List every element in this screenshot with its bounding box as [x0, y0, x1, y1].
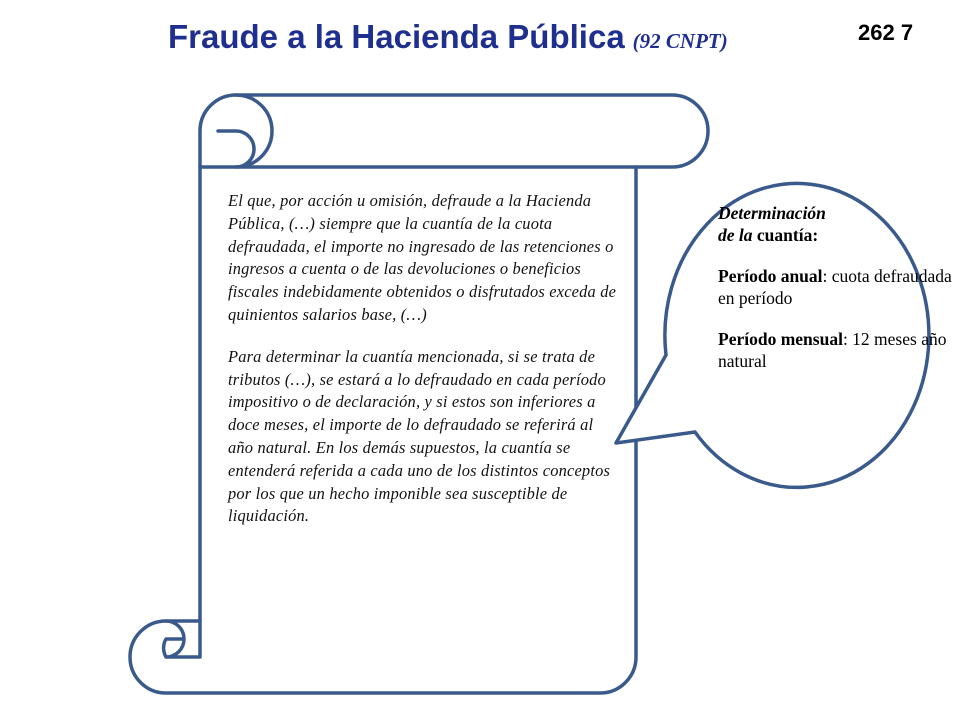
- monthly-text: : 12 meses año natural: [718, 329, 947, 371]
- bubble-monthly: [718, 328, 958, 372]
- bubble-annual: [718, 265, 958, 309]
- annual-label: Período anual: [718, 266, 823, 286]
- bubble-heading-prefix: de la: [718, 225, 753, 245]
- title-main: Fraude a la Hacienda Pública: [168, 18, 625, 55]
- scroll-paragraph-1: El que, por acción u omisión, defraude a la Hacienda Pública, (…) siempre que la cuantía de la cuota defraudada, el importe no ingresado de las retenciones o ingresos a cuenta o de las devoluciones o beneficios fiscales indebidamente obtenidos o disfrutados exceda de quinientos salarios base, (…): [228, 191, 617, 324]
- monthly-label: Período mensual: [718, 329, 843, 349]
- scroll-bottom-curl: [164, 621, 200, 657]
- title-reference: (92 CNPT): [632, 29, 728, 53]
- annual-text: : cuota defraudada en período: [718, 266, 952, 308]
- bubble-text: [718, 202, 958, 372]
- scroll-text: [228, 190, 620, 528]
- scroll-paragraph-2: Para determinar la cuantía mencionada, si se trata de tributos (…), se estará a lo defraudado en cada período impositivo o de declaración, y si estos son inferiores a doce meses, el importe de lo defraudado se referirá al año natural. En los demás supuestos, la cuantía se entenderá referida a cada uno de los distintos conceptos por los que un hecho imponible sea susceptible de liquidación.: [228, 346, 611, 526]
- bubble-heading-word: cuantía:: [752, 225, 819, 245]
- bubble-heading: [718, 202, 958, 246]
- bubble-heading-line1: Determinación: [718, 203, 826, 223]
- page-number: 262 7: [858, 20, 914, 45]
